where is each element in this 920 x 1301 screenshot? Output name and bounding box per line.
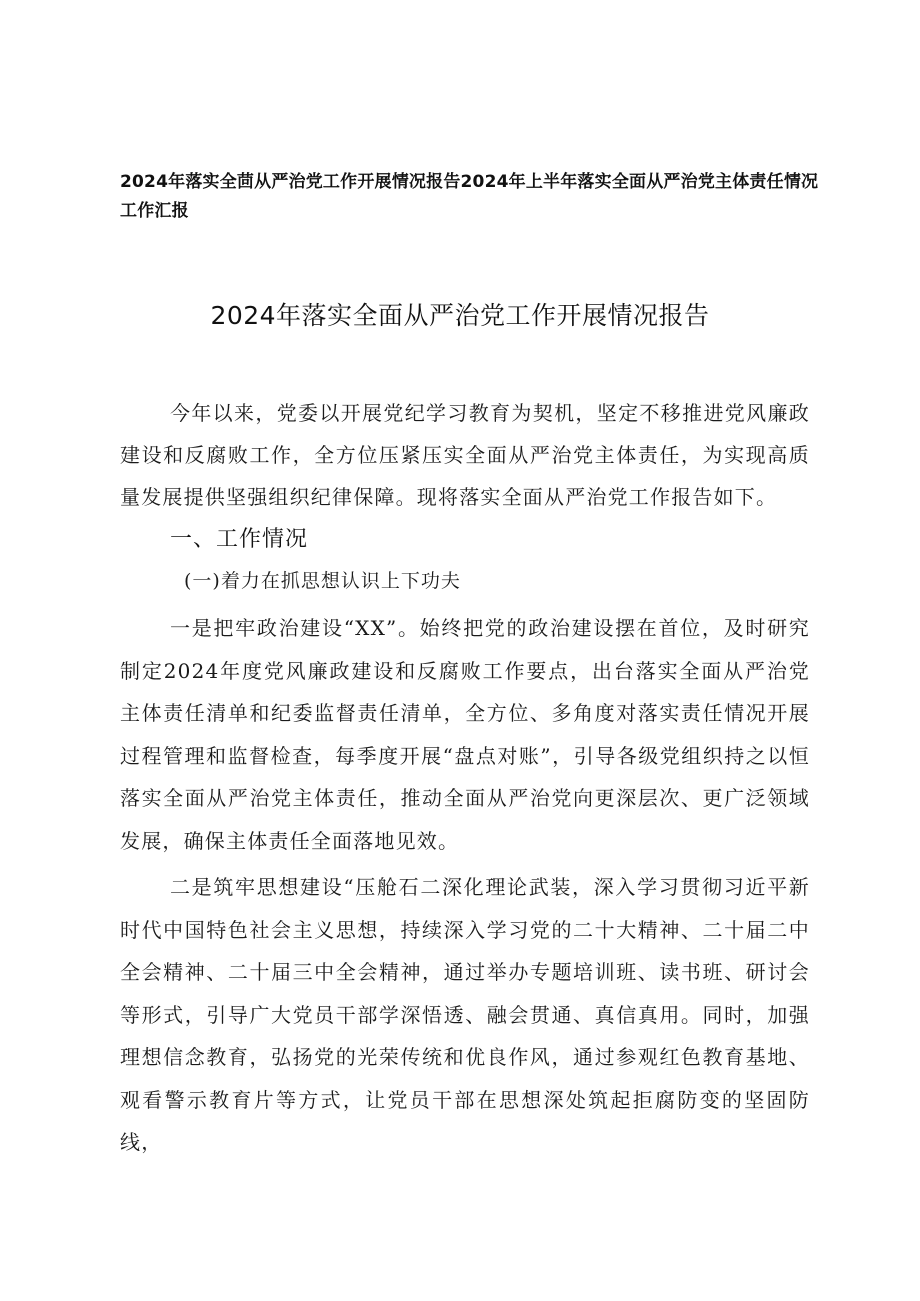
- subsection-heading-ideology: (一)着力在抓思想认识上下功夫: [184, 570, 461, 592]
- intro-paragraph: 今年以来，党委以开展党纪学习教育为契机，坚定不移推进党风廉政建设和反腐败工作，全方位压紧压实全面从严治党主体责任，为实现高质量发展提供坚强组织纪律保障。现将落实全面从严治党工作报告如下。: [120, 401, 810, 509]
- section-heading-work-status: 一、工作情况: [170, 527, 309, 552]
- document-title: 2024年落实全面从严治党工作开展情况报告: [210, 301, 710, 330]
- paragraph-ideological-construction: 二是筑牢思想建设“压舱石二深化理论武装，深入学习贯彻习近平新时代中国特色社会主义思想，持续深入学习党的二十大精神、二十届二中全会精神、二十届三中全会精神，通过举办专题培训班、读书班、研讨会等形式，引导广大党员干部学深悟透、融会贯通、真信真用。同时，加强理想信念教育，弘扬党的光荣传统和优良作风，通过参观红色教育基地、观看警示教育片等方式，让党员干部在思想深处筑起拒腐防变的坚固防线，: [120, 875, 810, 1154]
- document-header: 2024年落实全茴从严治党工作开展情况报告2024年上半年落实全面从严治党主体责任情况工作汇报: [120, 172, 819, 221]
- paragraph-political-construction: 一是把牢政治建设“XX”。始终把党的政治建设摆在首位，及时研究制定2024年度党风廉政建设和反腐败工作要点，出台落实全面从严治党主体责任清单和纪委监督责任清单，全方位、多角度对落实责任情况开展过程管理和监督检查，每季度开展“盘点对账”，引导各级党组织持之以恒落实全面从严治党主体责任，推动全面从严治党向更深层次、更广泛领域发展，确保主体责任全面落地见效。: [120, 616, 810, 853]
